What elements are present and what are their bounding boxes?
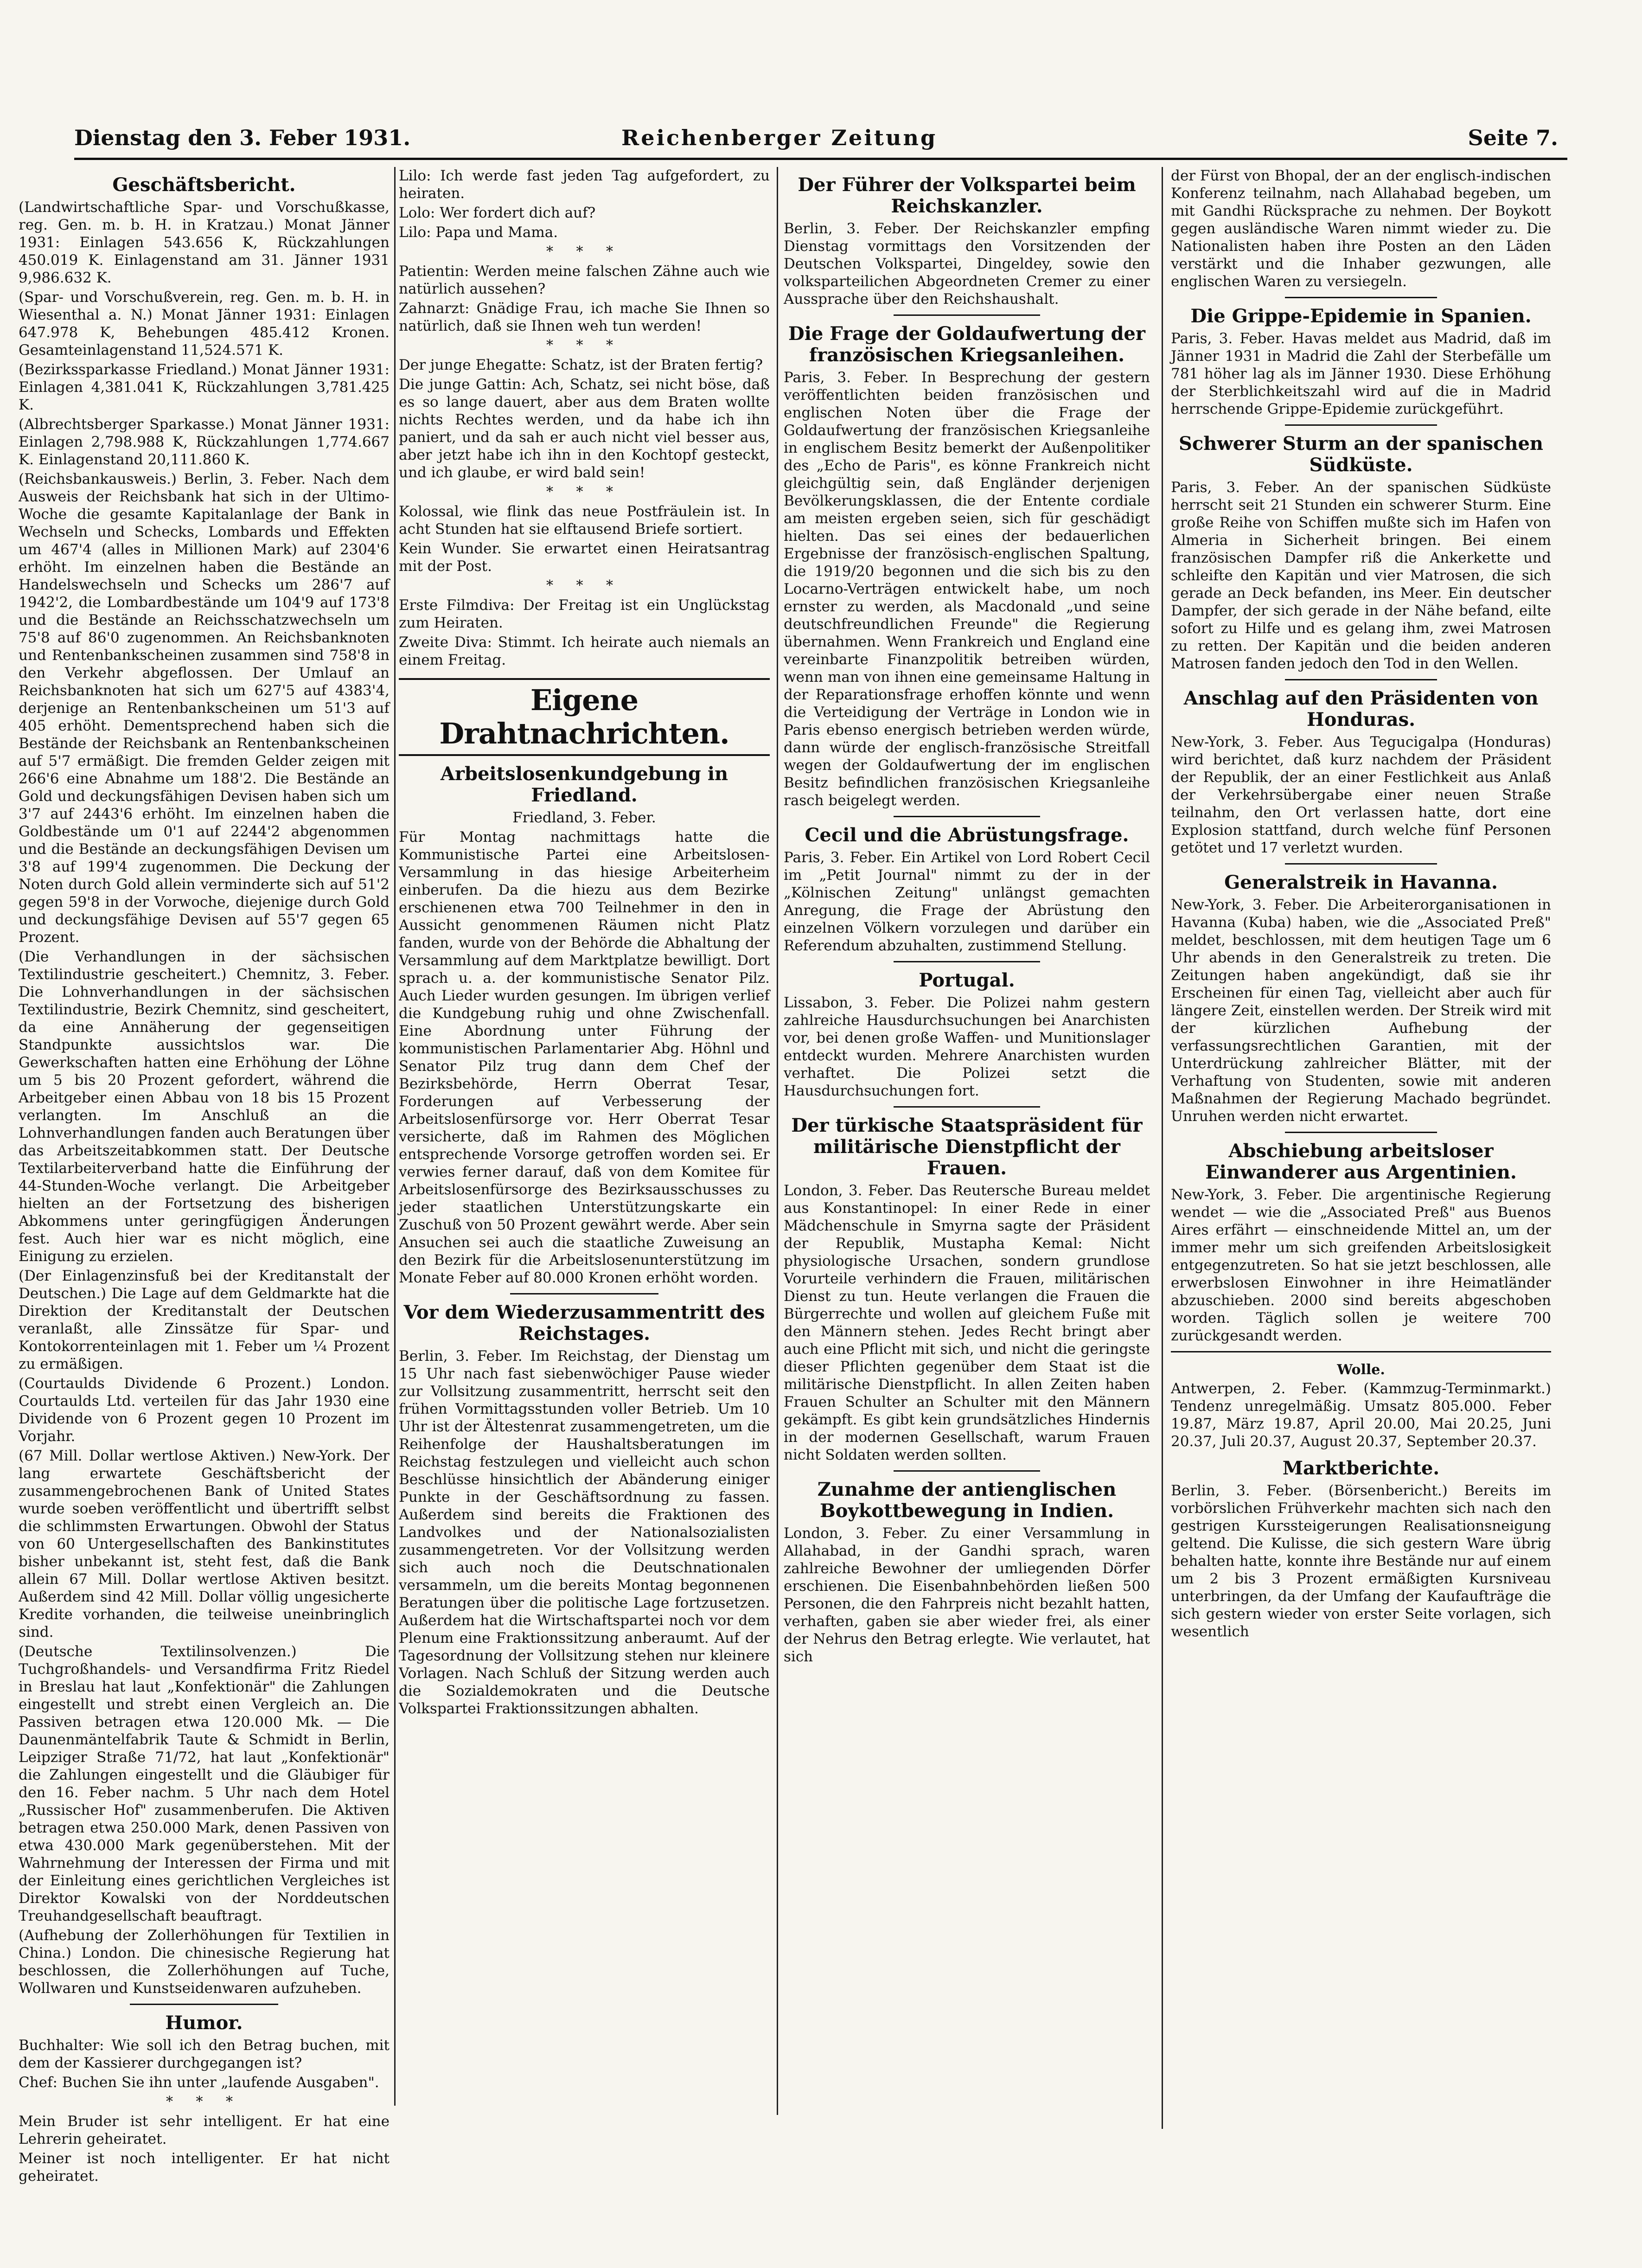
headline-gold: Die Frage der Goldaufwertung der französischen Kriegsanleihen.	[788, 323, 1145, 366]
headline-friedland: Arbeitslosenkundgebung in Friedland.	[440, 763, 728, 806]
article-paragraph: (Landwirtschaftliche Spar- und Vorschußkasse, reg. Gen. m. b. H. in Kratzau.) Monat Jänner 1931: Einlagen 543.656 K, Rückzahlungen 450.019 K. Einlagenstand am 31. Jänner 1931 9,986.632 K.	[19, 199, 390, 286]
joke-line: Die junge Gattin: Ach, Schatz, sei nicht böse, daß es so lange dauert, aber aus dem Braten wollte nichts Rechtes werden, und da habe ich ihn paniert, und da sah er auch nicht viel besser aus, aber jetzt habe ich ihn in den Kochtopf gesteckt, und ich glaube, er wird bald sein!	[399, 376, 770, 481]
headline-reichstag: Vor dem Wiederzusammentritt des Reichstages.	[403, 1301, 765, 1345]
joke-line: Patientin: Werden meine falschen Zähne auch wie natürlich aussehen?	[399, 263, 770, 297]
headline-sturm: Schwerer Sturm an der spanischen Südküste.	[1178, 433, 1543, 476]
joke-line: Lolo: Wer fordert dich auf?	[399, 205, 596, 221]
column-rule	[777, 167, 778, 2115]
dots-separator: * * *	[546, 243, 623, 260]
separator	[130, 2004, 278, 2005]
joke-line: Lilo: Ich werde fast jeden Tag aufgefordert, zu heiraten.	[399, 167, 770, 202]
headline-dingeldey: Der Führer der Volkspartei beim Reichskanzler.	[798, 174, 1136, 217]
column-4	[1171, 167, 1551, 2138]
article-paragraph: London, 3. Feber. Das Reutersche Bureau meldet aus Konstantinopel: In einer Rede in einer Mädchenschule in Smyrna sagte der Präsident der Republik, Mustapha Kemal: Nicht physiologische Ursachen, sondern grundlose Vorurteile verhindern die Frauen, militärischen Dienst zu tun. Heute verlangen die Frauen die Bürgerrechte und wollen auf gleichem Fuße mit den Männern stehen. Jedes Recht bringt aber auch eine Pflicht mit sich, und nicht die geringste dieser Pflichten gegenüber dem Staat ist die militärische Dienstpflicht. In allen Zeiten haben Frauen Schulter an Schulter mit den Männern gekämpft. Es gibt kein grundsätzliches Hindernis in der modernen Gesellschaft, warum Frauen nicht Soldaten werden sollten.	[784, 1182, 1150, 1463]
article-paragraph: (Deutsche Textilinsolvenzen.) Die Tuchgroßhandels- und Versandfirma Fritz Riedel in Breslau hat laut „Konfektionär" die Zahlungen eingestellt und strebt einen Vergleich an. Die Passiven betragen etwa 120.000 Mk. — Die Daunenmäntelfabrik Taute & Schmidt in Berlin, Leipziger Straße 71/72, hat laut „Konfektionär" die Zahlungen eingestellt und die Gläubiger für den 16. Feber nachm. 5 Uhr nach dem Hotel „Russischer Hof" zusammenberufen. Die Aktiven betragen etwa 250.000 Mark, denen Passiven von etwa 430.000 Mark gegenüberstehen. Mit der Wahrnehmung der Interessen der Firma und mit der Einleitung eines gerichtlichen Vergleiches ist Direktor Kowalski von der Norddeutschen Treuhandgesellschaft beauftragt.	[19, 1643, 390, 1924]
joke-line: Der junge Ehegatte: Schatz, ist der Braten fertig?	[399, 357, 763, 373]
separator	[894, 816, 1040, 817]
separator	[894, 1106, 1040, 1108]
article-paragraph: London, 3. Feber. Zu einer Versammlung in Allahabad, in der Gandhi sprach, waren zahlreiche Bewohner der umliegenden Dörfer erschienen. Die Eisenbahnbehörden ließen 500 Personen, die den Fahrpreis nicht bezahlt hatten, verhaften, gaben sie aber wieder frei, als einer der Nehrus den Betrag erlegte. Wie verlautet, hat sich	[784, 1525, 1150, 1665]
headline-turkey: Der türkische Staatspräsident für militärische Dienstpflicht der Frauen.	[791, 1115, 1143, 1179]
joke-line: Kein Wunder. Sie erwartet einen Heiratsantrag mit der Post.	[399, 540, 770, 575]
separator	[1285, 679, 1437, 680]
dots-separator: * * *	[546, 577, 623, 594]
article-paragraph: Paris, 3. Feber. Havas meldet aus Madrid, daß im Jänner 1931 in Madrid die Zahl der Sterbefälle um 781 höher lag als im Jänner 1930. Diese Erhöhung der Sterblichkeitszahl wird auf die in Madrid herrschende Grippe-Epidemie zurückgeführt.	[1171, 330, 1551, 417]
joke-line: Erste Filmdiva: Der Freitag ist ein Unglückstag zum Heiraten.	[399, 597, 770, 631]
article-paragraph: Paris, 3. Feber. In Besprechung der gestern veröffentlichten beiden französischen und englischen Noten über die Frage der Goldaufwertung der französischen Kriegsanleihe in englischem Besitz bemerkt der Außenpolitiker des „Echo de Paris", es könne Frankreich nicht gleichgültig sein, daß Engländer derjenigen Bevölkerungsklassen, die der Entente cordiale am meisten ergeben seien, sich für geschädigt hielten. Das sei eines der bedauerlichen Ergebnisse der französisch-englischen Spaltung, die 1919/20 begonnen und die sich bis zu den Locarno-Verträgen entwickelt habe, um noch ernster zu werden, als Macdonald „und seine deutschfreundlichen Freunde" die Regierung übernahmen. Wenn Frankreich und England eine vereinbarte Finanzpolitik betreiben würden, wenn man von ihnen eine gemeinsame Haltung in der Reparationsfrage erhoffen könnte und wenn die Verteidigung der Verträge in London wie in Paris ebenso energisch betrieben werden würde, dann würde der englisch-französische Streitfall wegen der Goldaufwertung der im englischen Besitz befindlichen französischen Kriegsanleihe rasch beigelegt werden.	[784, 369, 1150, 809]
separator	[894, 314, 1040, 316]
article-paragraph: (Bezirkssparkasse Friedland.) Monat Jänner 1931: Einlagen 4,381.041 K, Rückzahlungen 3,781.425 K.	[19, 361, 390, 413]
separator	[1285, 424, 1437, 426]
section-heading-humor: Humor.	[165, 2012, 243, 2034]
joke-line: Meiner ist noch intelligenter. Er hat nicht geheiratet.	[19, 2150, 390, 2185]
section-heading-business: Geschäftsbericht.	[112, 174, 296, 196]
article-paragraph: Berlin, 3. Feber. Im Reichstag, der Dienstag um 15 Uhr nach fast siebenwöchiger Pause wieder zur Vollsitzung zusammentritt, herrscht seit den frühen Vormittagsstunden voller Betrieb. Um 10 Uhr ist der Ältestenrat zusammengetreten, um die Reihenfolge der Haushaltsberatungen im Reichstag festzulegen und vielleicht auch schon Beschlüsse hinsichtlich der Abänderung einiger Punkte in der Geschäftsordnung zu fassen. Außerdem sind bereits die Fraktionen des Landvolkes und der Nationalsozialisten zusammengetreten. Vor der Vollsitzung werden sich auch noch die Deutschnationalen versammeln, um die bereits Montag begonnenen Beratungen über die politische Lage fortzusetzen. Außerdem hat die Wirtschaftspartei noch vor dem Plenum eine Fraktionssitzung anberaumt. Auf der Tagesordnung der Vollsitzung stehen nur kleinere Vorlagen. Nach Schluß der Sitzung werden auch die Sozialdemokraten und die Deutsche Volkspartei Fraktionssitzungen abhalten.	[399, 1348, 770, 1717]
joke-line: Chef: Buchen Sie ihn unter „laufende Ausgaben".	[19, 2074, 379, 2091]
headline-havanna: Generalstreik in Havanna.	[1224, 871, 1498, 893]
joke-line: Zweite Diva: Stimmt. Ich heirate auch niemals an einem Freitag.	[399, 634, 770, 668]
article-paragraph: Paris, 3. Feber. An der spanischen Südküste herrscht seit 21 Stunden ein schwerer Sturm. Eine große Reihe von Schiffen mußte sich im Hafen von Almeria in Sicherheit bringen. Bei einem französischen Dampfer riß die Ankerkette und schleifte den Kapitän und vier Matrosen, die sich gerade an Deck befanden, ins Meer. Ein deutscher Dampfer, der sich gerade in der Nähe befand, eilte sofort zu Hilfe und es gelang ihm, zwei Matrosen zu retten. Der Kapitän und die beiden anderen Matrosen fanden jedoch den Tod in den Wellen.	[1171, 479, 1551, 672]
article-paragraph: Lissabon, 3. Feber. Die Polizei nahm gestern zahlreiche Hausdurchsuchungen bei Anarchisten vor, bei denen große Waffen- und Munitionslager entdeckt wurden. Mehrere Anarchisten wurden verhaftet. Die Polizei setzt die Hausdurchsuchungen fort.	[784, 994, 1150, 1099]
headline-portugal: Portugal.	[919, 969, 1015, 991]
dateline: Friedland, 3. Feber.	[512, 809, 656, 826]
separator	[1171, 1351, 1551, 1352]
article-paragraph: (Reichsbankausweis.) Berlin, 3. Feber. Nach dem Ausweis der Reichsbank hat sich in der Ultimo-Woche die gesamte Kapitalanlage der Bank in Wechseln und Schecks, Lombards und Effekten um 467'4 (alles in Millionen Mark) auf 2304'6 erhöht. Im einzelnen haben die Bestände an Handelswechseln und Schecks um 286'7 auf 1942'2, die Lombardbestände um 104'9 auf 173'8 und die Bestände an Reichsschatzwechseln um 75'8 auf 86'0 zugenommen. An Reichsbanknoten und Rentenbankscheinen zusammen sind 758'8 in den Verkehr abgeflossen. Der Umlauf an Reichsbanknoten hat sich um 627'5 auf 4383'4, derjenige an Rentenbankscheinen um 51'3 auf 405 erhöht. Dementsprechend haben sich die Bestände der Reichsbank an Rentenbankscheinen auf 5'7 ermäßigt. Die fremden Gelder zeigen mit 266'6 eine Abnahme um 188'2. Die Bestände an Gold und deckungsfähigen Devisen haben sich um 3'7 auf 2443'6 erhöht. Im einzelnen haben die Goldbestände um 0'1 auf 2244'2 abgenommen und die Bestände an deckungsfähigen Devisen um 3'8 auf 199'4 zugenommen. Die Deckung der Noten durch Gold allein verminderte sich auf 51'2 gegen 59'8 in der Vorwoche, diejenige durch Gold und deckungsfähige Devisen auf 55'7 gegen 65 Prozent.	[19, 471, 390, 946]
section-banner: Eigene Drahtnachrichten.	[399, 678, 770, 756]
headline-grippe: Die Grippe-Epidemie in Spanien.	[1190, 305, 1532, 327]
separator	[1285, 297, 1437, 298]
article-paragraph: Berlin, 3. Feber. (Börsenbericht.) Bereits im vorbörslichen Frühverkehr machten sich nach den gestrigen Kurssteigerungen Realisationsneigung geltend. Die Kulisse, die sich gestern Ware übrig behalten hatte, konnte ihre Bestände nur auf einem um 2 bis 3 Prozent ermäßigten Kursniveau unterbringen, da der Umfang der Kaufaufträge die sich gestern wieder von erster Seite vorlagen, sich wesentlich	[1171, 1482, 1551, 1640]
headline-argentinien: Abschiebung arbeitsloser Einwanderer aus Argentinien.	[1205, 1140, 1517, 1183]
article-paragraph: Paris, 3. Feber. Ein Artikel von Lord Robert Cecil im „Petit Journal" nimmt zu der in der „Kölnischen Zeitung" unlängst gemachten Anregung, die Frage der Abrüstung den einzelnen Völkern vorzulegen und darüber ein Referendum abzuhalten, zustimmend Stellung.	[784, 849, 1150, 954]
column-rule	[1162, 167, 1163, 2129]
header-rule	[74, 158, 1567, 160]
article-paragraph: (67 Mill. Dollar wertlose Aktiven.) New-York. Der lang erwartete Geschäftsbericht der zusammengebrochenen Bank of United States wurde soeben veröffentlicht und übertrifft selbst die schlimmsten Erwartungen. Obwohl der Status von 60 Untergesellschaften des Bankinstitutes bisher unbekannt ist, steht fest, daß die Bank allein 67 Mill. Dollar wertlose Aktiven besitzt. Außerdem sind 42 Mill. Dollar völlig ungesicherte Kredite vorhanden, die teilweise uneinbringlich sind.	[19, 1448, 390, 1640]
joke-line: Buchhalter: Wie soll ich den Betrag buchen, mit dem der Kassierer durchgegangen ist?	[19, 2037, 390, 2071]
article-paragraph: (Aufhebung der Zollerhöhungen für Textilien in China.) London. Die chinesische Regierung hat beschlossen, die Zollerhöhungen auf Tuche, Wollwaren und Kunstseidenwaren aufzuheben.	[19, 1927, 390, 1997]
article-paragraph: (Die Verhandlungen in der sächsischen Textilindustrie gescheitert.) Chemnitz, 3. Feber. Die Lohnverhandlungen in der sächsischen Textilindustrie, Bezirk Chemnitz, sind gescheitert, da eine Annäherung der gegenseitigen Standpunkte aussichtslos war. Die Gewerkschaften hatten eine Erhöhung der Löhne um 5 bis 20 Prozent gefordert, während die Arbeitgeber einen Abbau von 18 bis 15 Prozent verlangten. Im Anschluß an die Lohnverhandlungen fanden auch Beratungen über das Arbeitszeitabkommen statt. Der Deutsche Textilarbeiterverband hatte die Einführung der 44-Stunden-Woche verlangt. Die Arbeitgeber hielten an der Fortsetzung des bisherigen Abkommens unter geringfügigen Änderungen fest. Auch hier war es nicht möglich, eine Einigung zu erzielen.	[19, 948, 390, 1265]
article-paragraph: Antwerpen, 2. Feber. (Kammzug-Terminmarkt.) Tendenz unregelmäßig. Umsatz 805.000. Feber 19.87, März 19.87, April 20.00, Mai 20.25, Juni 20.37, Juli 20.37, August 20.37, September 20.37.	[1171, 1380, 1551, 1450]
separator	[1285, 1132, 1437, 1133]
column-2	[399, 167, 770, 2115]
header-date: Dienstag den 3. Feber 1931.	[74, 125, 411, 150]
article-paragraph: Berlin, 3. Feber. Der Reichskanzler empfing Dienstag vormittags den Vorsitzenden der Deutschen Volkspartei, Dingeldey, sowie den volksparteilichen Abgeordneten Cremer zu einer Aussprache über den Reichshaushalt.	[784, 220, 1150, 308]
column-3	[784, 167, 1150, 2133]
article-paragraph: New-York, 3. Feber. Die argentinische Regierung wendet — wie die „Associated Preß" aus Buenos Aires erfährt — einschneidende Mittel an, um der immer mehr um sich greifenden Arbeitslosigkeit entgegenzutreten. So hat sie jetzt beschlossen, alle erwerbslosen Einwohner in ihre Heimatländer abzuschieben. 2000 sind bereits abgeschoben worden. Täglich sollen je weitere 700 zurückgesandt werden.	[1171, 1186, 1551, 1344]
article-paragraph: (Albrechtsberger Sparkasse.) Monat Jänner 1931: Einlagen 2,798.988 K, Rückzahlungen 1,774.667 K. Einlagenstand 20,111.860 K.	[19, 416, 390, 468]
article-paragraph: der Fürst von Bhopal, der an der englisch-indischen Konferenz teilnahm, nach Allahabad begeben, um mit Gandhi Rücksprache zu nehmen. Der Boykott gegen ausländische Waren nimmt wieder zu. Die Nationalisten haben ihre Posten an den Läden verstärkt und die Inhaber gezwungen, alle englischen Waren zu versiegeln.	[1171, 167, 1551, 290]
article-paragraph: Für Montag nachmittags hatte die Kommunistische Partei eine Arbeitslosen-Versammlung in das hiesige Arbeiterheim einberufen. Da die hiezu aus dem Bezirke erschienenen etwa 700 Teilnehmer in den in Aussicht genommenen Räumen nicht Platz fanden, wurde von der Behörde die Abhaltung der Versammlung auf dem Marktplatze bewilligt. Dort sprach u. a. der kommunistische Senator Pilz. Auch Lieder wurden gesungen. Im übrigen verlief die Kundgebung ruhig und ohne Zwischenfall. Eine Abordnung unter Führung der kommunistischen Parlamentarier Abg. Höhnl und Senator Pilz trug dann dem Chef der Bezirksbehörde, Herrn Oberrat Tesar, Forderungen auf Verbesserung der Arbeitslosenfürsorge vor. Herr Oberrat Tesar versicherte, daß im Rahmen des Möglichen entsprechende Vorsorge getroffen worden sei. Er verwies ferner darauf, daß von dem Komitee für Arbeitslosenfürsorge des Bezirksausschusses zu jeder staatlichen Unterstützungskarte ein Zuschuß von 50 Prozent gewährt werde. Aber sein Ansuchen sei auch die staatliche Zuweisung an den Bezirk für die Arbeitslosenunterstützung im Monate Feber auf 80.000 Kronen erhöht worden.	[399, 829, 770, 1286]
article-paragraph: New-York, 3. Feber. Die Arbeiterorganisationen in Havanna (Kuba) haben, wie die „Associated Preß" meldet, beschlossen, mit dem heutigen Tage um 6 Uhr abends in den Generalstreik zu treten. Die Zeitungen haben angekündigt, daß sie ihr Erscheinen für einen Tag, vielleicht aber auch für längere Zeit, einstellen werden. Der Streik wird mit der kürzlichen Aufhebung der verfassungsrechtlichen Garantien, mit der Unterdrückung zahlreicher Blätter, mit der Verhaftung von Studenten, sowie mit anderen Maßnahmen der Regierung Machado begründet. Unruhen werden nicht erwartet.	[1171, 897, 1551, 1125]
page-header	[74, 125, 1558, 158]
article-paragraph: (Courtaulds Dividende 6 Prozent.) London. Courtaulds Ltd. verteilen für das Jahr 1930 eine Dividende von 6 Prozent gegen 10 Prozent im Vorjahr.	[19, 1375, 390, 1445]
column-1	[19, 167, 390, 2185]
joke-line: Zahnarzt: Gnädige Frau, ich mache Sie Ihnen so natürlich, daß sie Ihnen weh tun werden!	[399, 300, 770, 334]
article-paragraph: (Der Einlagenzinsfuß bei der Kreditanstalt der Deutschen.) Die Lage auf dem Geldmarkte hat die Direktion der Kreditanstalt der Deutschen veranlaßt, alle Zinssätze für Spar- und Kontokorrenteinlagen mit 1. Feber um ¼ Prozent zu ermäßigen.	[19, 1268, 390, 1372]
separator	[510, 1293, 658, 1294]
headline-cecil: Cecil und die Abrüstungsfrage.	[805, 824, 1129, 846]
article-paragraph: New-York, 3. Feber. Aus Tegucigalpa (Honduras) wird berichtet, daß kurz nachdem der Präsident der Republik, der an einer Festlichkeit aus Anlaß der Verkehrsübergabe einer neuen Straße teilnahm, den Ort verlassen hatte, dort eine Explosion stattfand, durch welche fünf Personen getötet und 17 verletzt wurden.	[1171, 734, 1551, 856]
joke-line: Lilo: Papa und Mama.	[399, 224, 558, 241]
section-heading-markt: Marktberichte.	[1282, 1457, 1440, 1479]
headline-honduras: Anschlag auf den Präsidenten von Honduras.	[1183, 687, 1539, 730]
article-paragraph: (Spar- und Vorschußverein, reg. Gen. m. b. H. in Wiesenthal a. N.) Monat Jänner 1931: Einlagen 647.978 K, Behebungen 485.412 Kronen. Gesamteinlagenstand 11,524.571 K.	[19, 289, 390, 359]
dots-separator: * * *	[546, 484, 623, 500]
dots-separator: * * *	[546, 337, 623, 353]
column-rule	[394, 167, 396, 2106]
page-number: Seite 7.	[1468, 125, 1558, 150]
joke-line: Kolossal, wie flink das neue Postfräulein ist. In acht Stunden hat sie elftausend Briefe sortiert.	[399, 503, 770, 538]
separator	[894, 961, 1040, 962]
joke-line: Mein Bruder ist sehr intelligent. Er hat eine Lehrerin geheiratet.	[19, 2113, 390, 2147]
headline-india: Zunahme der antienglischen Boykottbewegung in Indien.	[817, 1479, 1117, 1522]
section-heading-wolle: Wolle.	[1337, 1362, 1385, 1378]
masthead: Reichenberger Zeitung	[621, 125, 938, 150]
separator	[1285, 863, 1437, 865]
dots-separator: * * *	[166, 2094, 243, 2110]
separator	[894, 1470, 1040, 1472]
